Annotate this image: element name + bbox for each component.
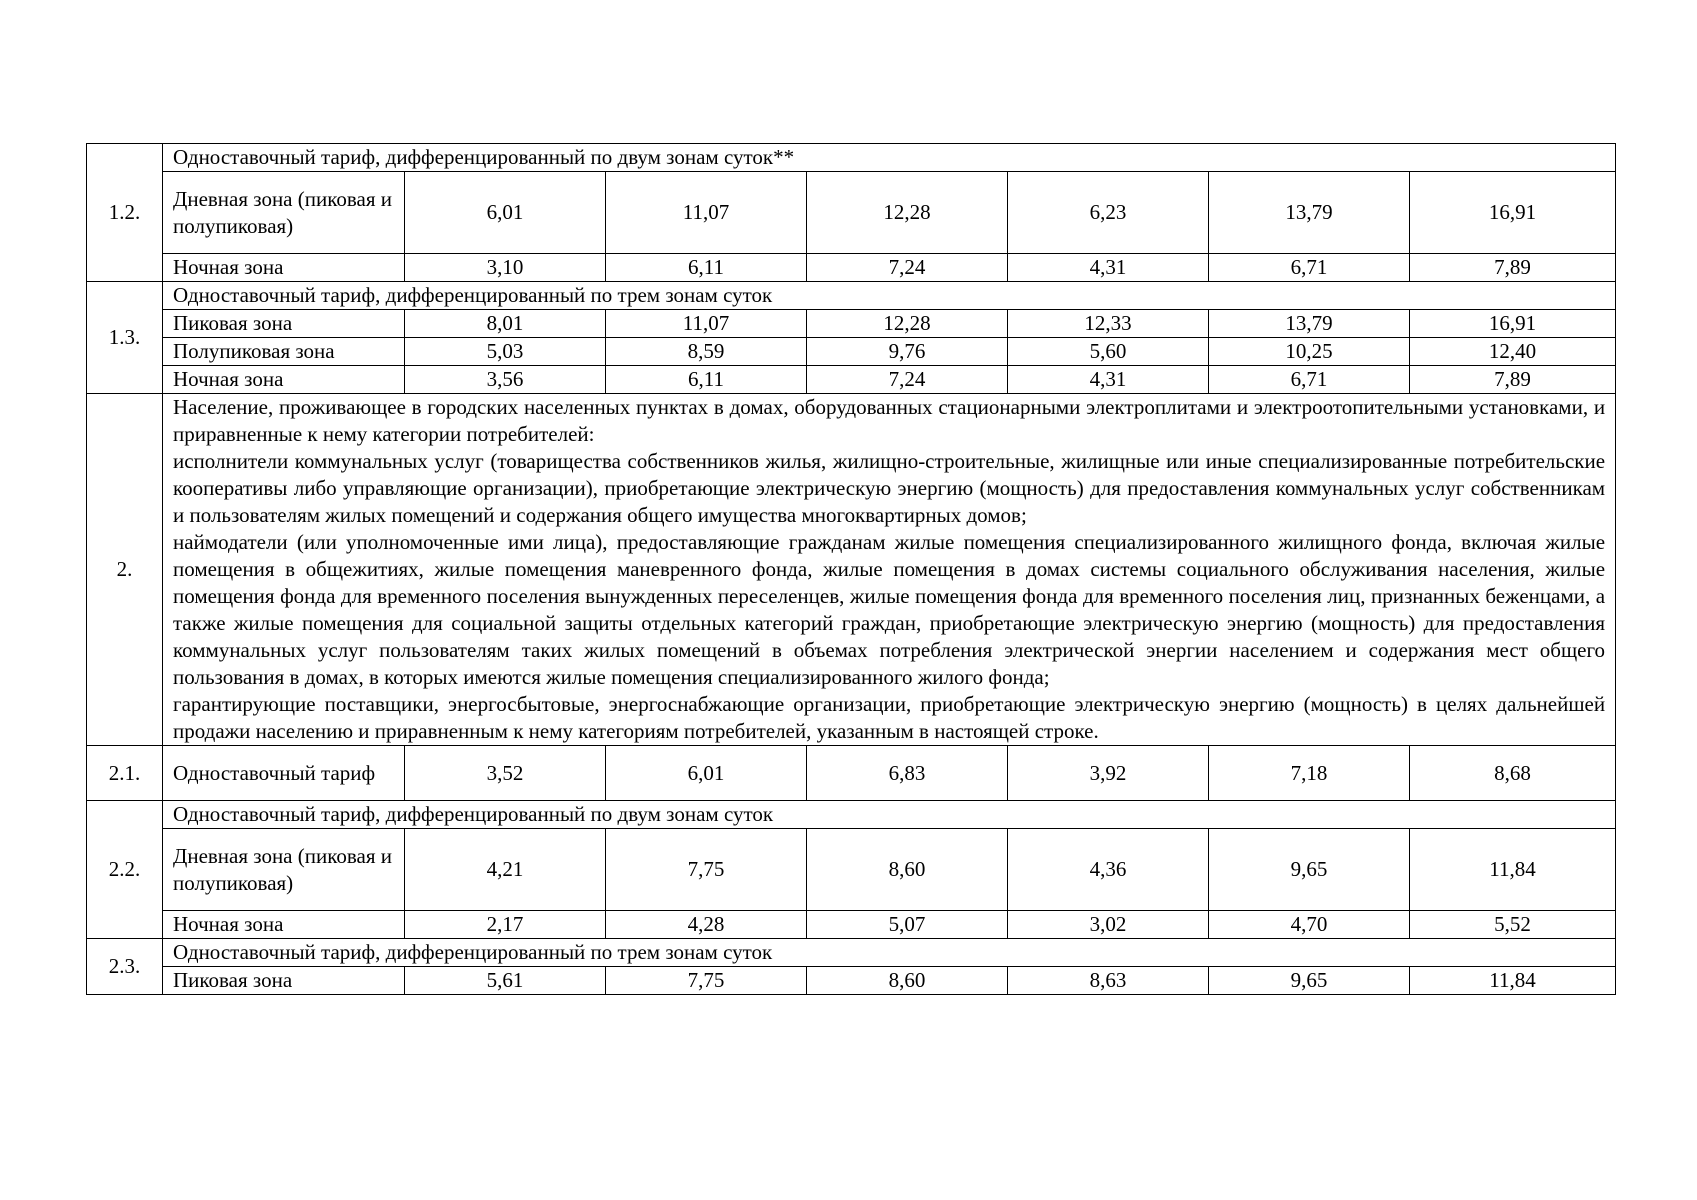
row-number: 1.2. (87, 144, 163, 282)
tariff-value: 6,01 (606, 746, 807, 801)
tariff-value: 7,89 (1410, 366, 1616, 394)
description-paragraph: гарантирующие поставщики, энергосбытовые, энергоснабжающие организации, приобретающие электрическую энергию (мощность) в целях дальнейшей продажи населению и приравненным к нему категориям потребителей, указанным в настоящей строке. (173, 692, 1606, 743)
section-header-row (87, 282, 1616, 310)
row-number: 2. (87, 394, 163, 746)
section-title: Одноставочный тариф, дифференцированный по двум зонам суток (163, 801, 1616, 829)
table-row (87, 254, 1616, 282)
table-row (87, 338, 1616, 366)
zone-label: Ночная зона (163, 911, 405, 939)
tariff-value: 6,83 (807, 746, 1008, 801)
table-row (87, 172, 1616, 254)
tariff-value: 9,76 (807, 338, 1008, 366)
tariff-table (86, 143, 1616, 995)
tariff-value: 16,91 (1410, 310, 1616, 338)
tariff-value: 4,31 (1008, 254, 1209, 282)
tariff-value: 3,52 (405, 746, 606, 801)
tariff-value: 4,36 (1008, 829, 1209, 911)
category-description (163, 394, 1616, 746)
section-header-row (87, 144, 1616, 172)
zone-label: Пиковая зона (163, 967, 405, 995)
tariff-value: 8,60 (807, 829, 1008, 911)
section-title: Одноставочный тариф, дифференцированный по двум зонам суток** (163, 144, 1616, 172)
tariff-value: 12,33 (1008, 310, 1209, 338)
description-paragraph: наймодатели (или уполномоченные ими лица), предоставляющие гражданам жилые помещения специализированного жилищного фонда, включая жилые помещения в общежитиях, жилые помещения маневренного фонда, жилые помещения в домах системы социального обслуживания населения, жилые помещения фонда для временного поселения вынужденных переселенцев, жилые помещения фонда для временного поселения лиц, признанных беженцами, а также жилые помещения для социальной защиты отдельных категорий граждан, приобретающие электрическую энергию (мощность) для предоставления коммунальных услуг пользователям таких жилых помещений в объемах потребления электрической энергии населением и содержания мест общего пользования в домах, в которых имеются жилые помещения специализированного жилого фонда; (173, 530, 1606, 689)
tariff-value: 8,63 (1008, 967, 1209, 995)
row-number: 2.2. (87, 801, 163, 939)
tariff-value: 8,59 (606, 338, 807, 366)
tariff-value: 6,23 (1008, 172, 1209, 254)
zone-label: Полупиковая зона (163, 338, 405, 366)
zone-label: Дневная зона (пиковая и полупиковая) (163, 172, 405, 254)
tariff-value: 5,03 (405, 338, 606, 366)
tariff-value: 6,11 (606, 254, 807, 282)
zone-label: Ночная зона (163, 366, 405, 394)
section-header-row (87, 801, 1616, 829)
section-title: Одноставочный тариф, дифференцированный по трем зонам суток (163, 939, 1616, 967)
row-number: 2.3. (87, 939, 163, 995)
zone-label: Ночная зона (163, 254, 405, 282)
tariff-value: 5,52 (1410, 911, 1616, 939)
tariff-value: 16,91 (1410, 172, 1616, 254)
section-title: Одноставочный тариф, дифференцированный по трем зонам суток (163, 282, 1616, 310)
tariff-value: 8,01 (405, 310, 606, 338)
tariff-value: 4,28 (606, 911, 807, 939)
tariff-value: 7,75 (606, 829, 807, 911)
tariff-value: 5,61 (405, 967, 606, 995)
tariff-value: 11,07 (606, 172, 807, 254)
table-row (87, 967, 1616, 995)
tariff-value: 11,84 (1410, 967, 1616, 995)
tariff-value: 5,60 (1008, 338, 1209, 366)
tariff-value: 13,79 (1209, 310, 1410, 338)
table-row (87, 310, 1616, 338)
description-paragraph: Население, проживающее в городских населенных пунктах в домах, оборудованных стационарными электроплитами и электроотопительными установками, и приравненные к нему категории потребителей: (173, 395, 1606, 446)
table-row (87, 746, 1616, 801)
tariff-value: 3,92 (1008, 746, 1209, 801)
tariff-value: 5,07 (807, 911, 1008, 939)
tariff-value: 4,21 (405, 829, 606, 911)
tariff-value: 7,89 (1410, 254, 1616, 282)
tariff-value: 6,71 (1209, 366, 1410, 394)
tariff-value: 7,24 (807, 366, 1008, 394)
category-description-row (87, 394, 1616, 746)
row-number: 1.3. (87, 282, 163, 394)
tariff-value: 9,65 (1209, 829, 1410, 911)
tariff-value: 8,60 (807, 967, 1008, 995)
tariff-label: Одноставочный тариф (163, 746, 405, 801)
tariff-value: 13,79 (1209, 172, 1410, 254)
section-header-row (87, 939, 1616, 967)
table-row (87, 829, 1616, 911)
tariff-value: 3,56 (405, 366, 606, 394)
tariff-value: 12,28 (807, 310, 1008, 338)
table-row (87, 366, 1616, 394)
tariff-value: 7,75 (606, 967, 807, 995)
row-number: 2.1. (87, 746, 163, 801)
tariff-value: 3,02 (1008, 911, 1209, 939)
tariff-value: 8,68 (1410, 746, 1616, 801)
zone-label: Дневная зона (пиковая и полупиковая) (163, 829, 405, 911)
tariff-value: 7,18 (1209, 746, 1410, 801)
tariff-value: 11,84 (1410, 829, 1616, 911)
tariff-value: 7,24 (807, 254, 1008, 282)
tariff-value: 6,71 (1209, 254, 1410, 282)
tariff-value: 11,07 (606, 310, 807, 338)
tariff-value: 3,10 (405, 254, 606, 282)
tariff-value: 4,31 (1008, 366, 1209, 394)
tariff-value: 6,11 (606, 366, 807, 394)
tariff-value: 9,65 (1209, 967, 1410, 995)
tariff-value: 12,28 (807, 172, 1008, 254)
tariff-value: 10,25 (1209, 338, 1410, 366)
tariff-value: 6,01 (405, 172, 606, 254)
table-row (87, 911, 1616, 939)
description-paragraph: исполнители коммунальных услуг (товарищества собственников жилья, жилищно-строительные, жилищные или иные специализированные потребительские кооперативы либо управляющие организации), приобретающие электрическую энергию (мощность) для предоставления коммунальных услуг собственникам и пользователям жилых помещений и содержания общего имущества многоквартирных домов; (173, 449, 1606, 527)
tariff-value: 2,17 (405, 911, 606, 939)
zone-label: Пиковая зона (163, 310, 405, 338)
tariff-value: 4,70 (1209, 911, 1410, 939)
tariff-value: 12,40 (1410, 338, 1616, 366)
